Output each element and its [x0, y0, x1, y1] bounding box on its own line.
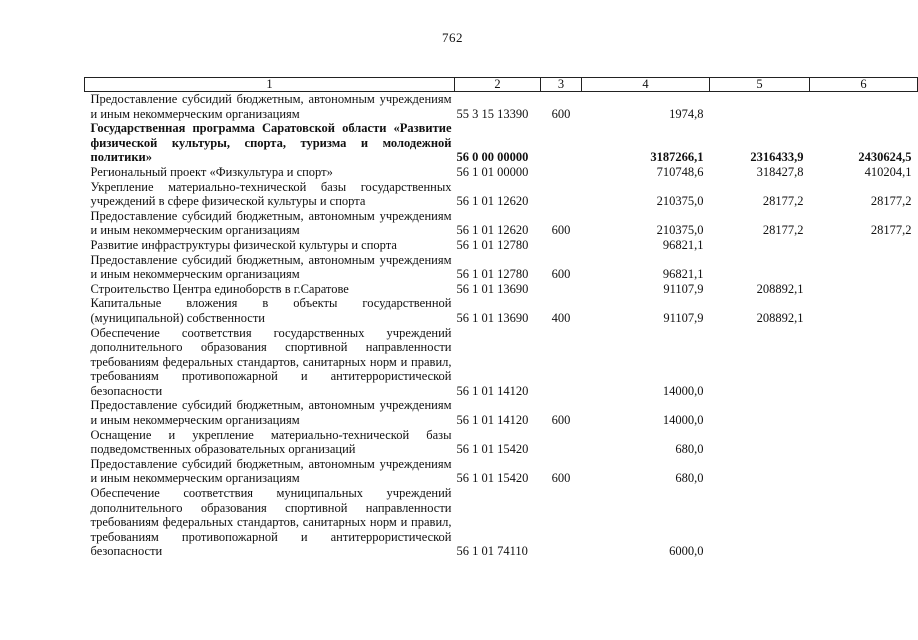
row-amount-year-1: 96821,1	[662, 267, 704, 282]
row-amount-year-2	[710, 428, 810, 457]
column-header-target-code: 2	[455, 78, 541, 92]
row-expense-type	[541, 486, 582, 559]
row-amount-year-1: 91107,9	[663, 310, 704, 325]
table-row	[85, 209, 918, 238]
row-expense-type	[541, 180, 582, 209]
column-header-expense-type: 3	[541, 78, 582, 92]
row-name: Предоставление субсидий бюджетным, автономным учреждениям и иным некоммерческим организациям	[90, 252, 452, 282]
row-target-code: 56 1 01 13690	[456, 281, 529, 296]
row-amount-year-3: 28177,2	[870, 223, 912, 238]
table-row	[85, 121, 918, 165]
row-expense-type: 400	[551, 310, 571, 325]
row-target-code: 56 1 01 14120	[456, 383, 529, 398]
row-expense-type	[541, 238, 582, 253]
row-amount-year-2	[710, 253, 810, 282]
row-amount-year-3	[810, 398, 918, 427]
row-name: Государственная программа Саратовской области «Развитие физической культуры, спорта, туризма и молодежной политики»	[90, 121, 452, 165]
row-amount-year-1: 210375,0	[656, 223, 704, 238]
row-amount-year-3	[810, 92, 918, 122]
row-amount-year-2: 28177,2	[762, 194, 804, 209]
row-name: Строительство Центра единоборств в г.Саратове	[90, 281, 349, 296]
row-target-code: 55 3 15 13390	[456, 106, 529, 121]
row-name: Обеспечение соответствия муниципальных учреждений дополнительного образования спортивной направленности требованиям федеральных стандартов, санитарных норм и правил, требованиям противопожарной и антитеррористической безопасности	[90, 486, 452, 559]
row-target-code: 56 1 01 14120	[456, 413, 529, 428]
column-header-year-2: 5	[710, 78, 810, 92]
row-amount-year-2	[710, 398, 810, 427]
table-row	[85, 428, 918, 457]
row-name: Региональный проект «Физкультура и спорт»	[90, 164, 333, 179]
row-amount-year-3	[810, 253, 918, 282]
row-target-code: 56 1 01 00000	[456, 164, 529, 179]
row-amount-year-3	[810, 486, 918, 559]
row-expense-type	[541, 165, 582, 180]
budget-table	[84, 77, 918, 559]
table-row	[85, 180, 918, 209]
row-name: Предоставление субсидий бюджетным, автономным учреждениям и иным некоммерческим организациям	[90, 456, 452, 486]
column-header-name: 1	[85, 78, 455, 92]
table-row	[85, 282, 918, 297]
row-amount-year-1: 96821,1	[662, 237, 704, 252]
row-target-code: 56 1 01 74110	[456, 544, 528, 559]
row-amount-year-2	[710, 238, 810, 253]
row-target-code: 56 1 01 13690	[456, 310, 529, 325]
row-amount-year-1: 91107,9	[663, 281, 704, 296]
row-expense-type: 600	[551, 471, 571, 486]
row-expense-type: 600	[551, 267, 571, 282]
table-row	[85, 326, 918, 399]
row-amount-year-2	[710, 486, 810, 559]
row-name: Оснащение и укрепление материально-технической базы подведомственных образовательных организаций	[90, 427, 452, 457]
row-amount-year-3	[810, 326, 918, 399]
table-row	[85, 253, 918, 282]
table-row	[85, 238, 918, 253]
row-amount-year-1: 6000,0	[669, 544, 704, 559]
table-row	[85, 398, 918, 427]
row-amount-year-3	[810, 282, 918, 297]
row-amount-year-2: 28177,2	[762, 223, 804, 238]
row-target-code: 56 1 01 15420	[456, 442, 529, 457]
row-name: Укрепление материально-технической базы государственных учреждений в сфере физической культуры и спорта	[90, 179, 452, 209]
row-amount-year-3	[810, 296, 918, 325]
row-amount-year-1: 680,0	[675, 442, 704, 457]
table-row	[85, 165, 918, 180]
row-target-code: 56 1 01 12780	[456, 237, 529, 252]
column-header-year-3: 6	[810, 78, 918, 92]
row-expense-type	[541, 121, 582, 165]
row-name: Обеспечение соответствия государственных учреждений дополнительного образования спортивной направленности требованиям федеральных стандартов, санитарных норм и правил, требованиям противопожарной и антитеррористической безопасности	[90, 325, 452, 398]
row-expense-type	[541, 428, 582, 457]
table-row	[85, 296, 918, 325]
row-name: Предоставление субсидий бюджетным, автономным учреждениям и иным некоммерческим организациям	[90, 208, 452, 238]
row-amount-year-3: 28177,2	[870, 194, 912, 209]
row-target-code: 56 1 01 12620	[456, 194, 529, 209]
row-expense-type	[541, 282, 582, 297]
row-name: Предоставление субсидий бюджетным, автономным учреждениям и иным некоммерческим организациям	[90, 92, 452, 121]
row-amount-year-2	[710, 92, 810, 122]
row-amount-year-1: 14000,0	[662, 413, 704, 428]
row-expense-type: 600	[551, 413, 571, 428]
row-name: Предоставление субсидий бюджетным, автономным учреждениям и иным некоммерческим организациям	[90, 398, 452, 428]
row-amount-year-3: 410204,1	[864, 164, 912, 179]
table-row	[85, 457, 918, 486]
row-amount-year-1: 710748,6	[656, 164, 704, 179]
row-amount-year-2: 208892,1	[756, 310, 804, 325]
row-amount-year-2: 2316433,9	[750, 150, 804, 165]
row-amount-year-2: 318427,8	[756, 164, 804, 179]
row-target-code: 56 1 01 12780	[456, 267, 529, 282]
table-row	[85, 92, 918, 122]
row-name: Развитие инфраструктуры физической культуры и спорта	[90, 237, 397, 252]
row-expense-type: 600	[551, 106, 571, 121]
table-row	[85, 486, 918, 559]
row-name: Капитальные вложения в объекты государственной (муниципальной) собственности	[90, 296, 452, 325]
table-body	[85, 92, 918, 560]
row-target-code: 56 0 00 00000	[456, 150, 529, 165]
row-amount-year-1: 210375,0	[656, 194, 704, 209]
row-expense-type	[541, 326, 582, 399]
row-target-code: 56 1 01 12620	[456, 223, 529, 238]
table-header	[85, 78, 918, 92]
row-amount-year-3	[810, 238, 918, 253]
row-target-code: 56 1 01 15420	[456, 471, 529, 486]
row-amount-year-2	[710, 457, 810, 486]
row-expense-type: 600	[551, 223, 571, 238]
column-header-year-1: 4	[582, 78, 710, 92]
row-amount-year-1: 3187266,1	[650, 150, 704, 165]
row-amount-year-1: 680,0	[675, 471, 704, 486]
row-amount-year-1: 14000,0	[662, 383, 704, 398]
row-amount-year-1: 1974,8	[669, 106, 704, 121]
row-amount-year-2: 208892,1	[756, 281, 804, 296]
row-amount-year-3	[810, 428, 918, 457]
page-number: 762	[442, 30, 463, 45]
row-amount-year-2	[710, 326, 810, 399]
row-amount-year-3: 2430624,5	[858, 150, 912, 165]
row-amount-year-3	[810, 457, 918, 486]
